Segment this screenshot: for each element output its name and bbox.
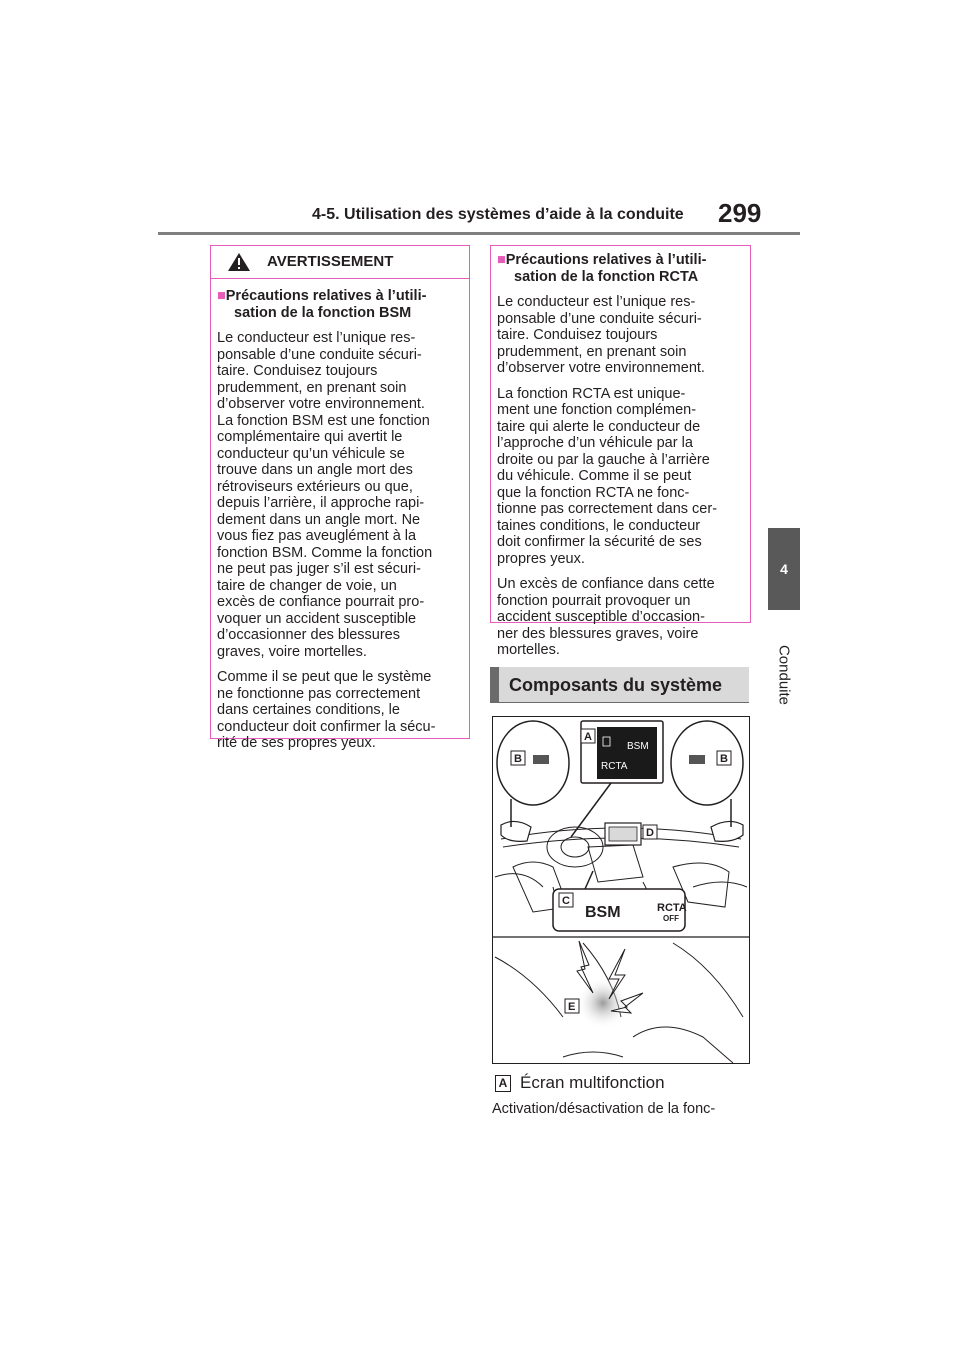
dashboard-illustration: [493, 717, 749, 1063]
legend-item-a: [495, 1073, 665, 1093]
warning-triangle-icon: [227, 252, 251, 272]
switch-off-text: OFF: [663, 914, 679, 923]
chapter-header: 4-5. Utilisation des systèmes d’aide à la conduite: [312, 206, 684, 223]
warning-header: [211, 246, 469, 279]
chapter-tab-number: 4: [768, 528, 800, 610]
warning-paragraph: Un excès de confiance dans cette fonction pourrait provoquer un accident susceptible d’occasion- ner des blessures graves, voire mortelles.: [497, 576, 715, 658]
warning-paragraph: Comme il se peut que le système ne fonctionne pas correctement dans certaines conditions, le conducteur doit confirmer la sécu- rité de ses propres yeux.: [217, 669, 436, 751]
warning-body: [497, 252, 742, 668]
chapter-tab-label-text: Conduite: [775, 644, 793, 706]
label-b-left: B: [514, 753, 522, 765]
section-rule: [490, 702, 749, 703]
switch-bsm-text: BSM: [585, 904, 621, 921]
warning-paragraph: Le conducteur est l’unique res- ponsable d’une conduite sécuri- taire. Conduisez toujours prudemment, en prenant soin d’observer votre environnement. La fonction BSM est une fonction complémentaire qui avertit le conducteur qu’un véhicule se trouve dans un angle mort des rétroviseurs extérieurs ou que, depuis l’arrière, il approche rapi- dement dans un angle mort. Ne vous fiez pas aveuglément à la fonction BSM. Comme la fonction ne peut pas juger s’il est sécuri- taire de changer de voie, un excès de confiance pourrait pro- voquer un accident susceptible d’occasionner des blessures graves, voire mortelles.: [217, 330, 433, 660]
warning-title: AVERTISSEMENT: [267, 253, 394, 270]
warning-paragraph: La fonction RCTA est unique- ment une fonction complémen- taire qui alerte le conducteur de l’approche d’un véhicule par la droite ou par la gauche à l’arrière du véhicule. Comme il se peut que la fonction RCTA ne fonc- tionne pas correctement dans cer- taines conditions, le conducteur doit confirmer la sécurité de ses propres yeux.: [497, 385, 718, 567]
warning-subheading: ■Précautions relatives à l’utili- sation de la fonction RCTA: [497, 252, 707, 285]
warning-box-bsm: [210, 245, 470, 751]
screen-rcta-text: RCTA: [601, 761, 628, 772]
legend-letter: A: [495, 1075, 511, 1092]
square-bullet-icon: ■: [217, 288, 226, 304]
label-d: D: [646, 827, 654, 839]
system-components-figure: [492, 716, 750, 1064]
label-e: E: [568, 1001, 576, 1013]
section-heading: Composants du système: [490, 667, 749, 703]
warning-subheading: ■Précautions relatives à l’utili- sation de la fonction BSM: [217, 288, 427, 321]
page-number: 299: [718, 198, 762, 228]
warning-body: [217, 288, 461, 761]
warning-paragraph: Le conducteur est l’unique res- ponsable d’une conduite sécuri- taire. Conduisez toujours prudemment, en prenant soin d’observer votre environnement.: [497, 294, 705, 376]
legend-text: Écran multifonction: [520, 1073, 665, 1092]
label-a: A: [584, 731, 592, 743]
mirror-callout-right: [671, 721, 743, 805]
body-text: Activation/désactivation de la fonc-: [492, 1101, 716, 1117]
header-rule: [158, 232, 800, 235]
warning-box-rcta: [490, 245, 751, 658]
square-bullet-icon: ■: [497, 252, 506, 268]
label-c: C: [562, 895, 570, 907]
chapter-tab-label: [768, 620, 800, 730]
switch-rcta-text: RCTA: [657, 902, 687, 914]
screen-bsm-text: BSM: [627, 741, 649, 752]
label-b-right: B: [720, 753, 728, 765]
